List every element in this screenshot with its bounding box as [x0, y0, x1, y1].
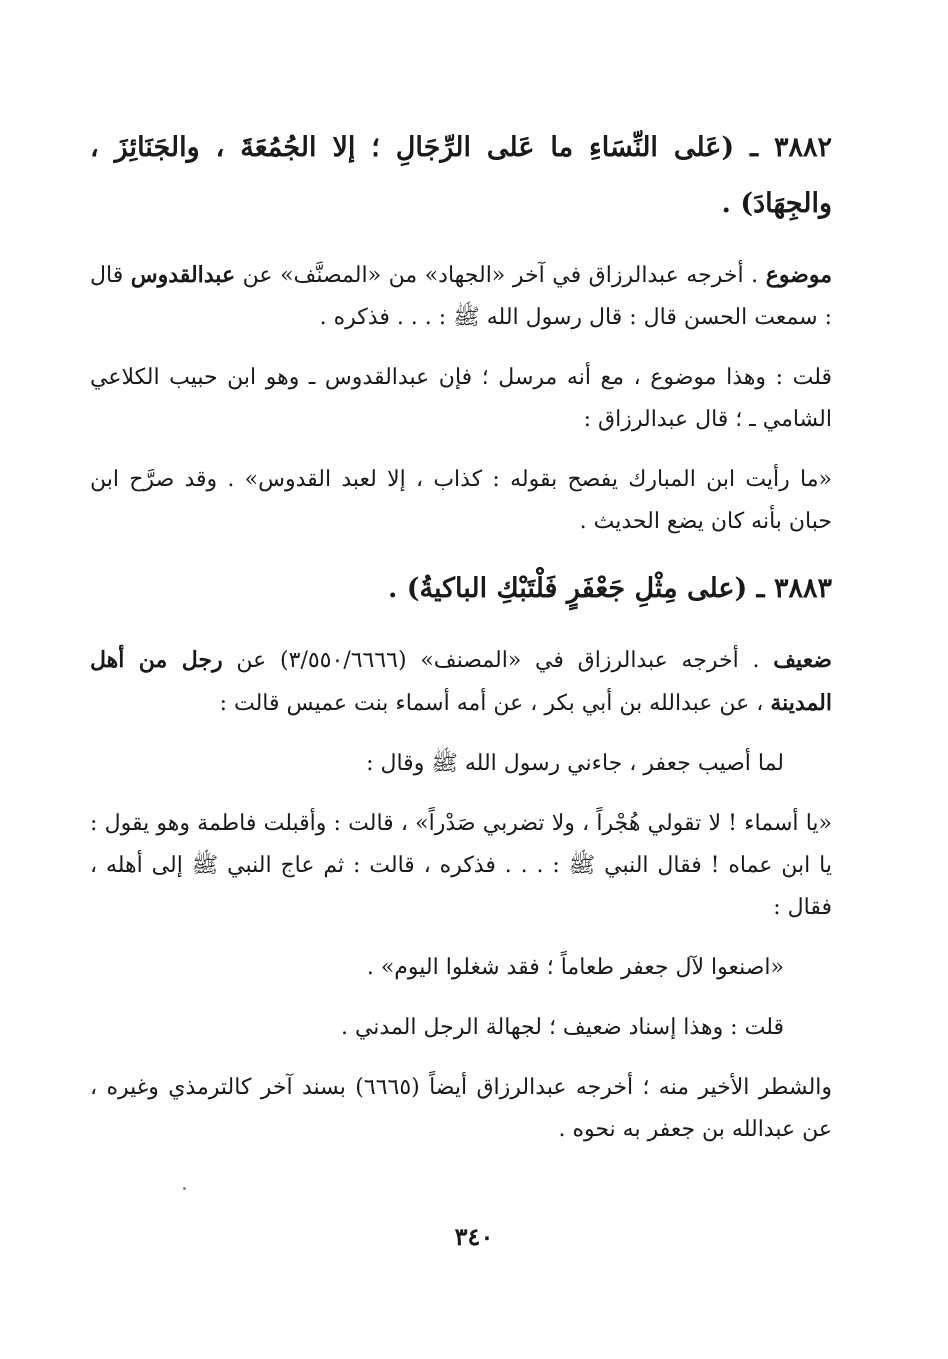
- hadith-3882-title: ٣٨٨٢ ـ (عَلى النِّسَاءِ ما عَلى الرِّجَالِ ؛ إلا الجُمُعَةَ ، والجَنَائِزَ ، والجِهَادَ) .: [90, 132, 832, 219]
- grade-label: ضعيف: [773, 647, 832, 673]
- narrator-name: رجل من أهل المدينة: [90, 647, 832, 716]
- paragraph-text: . أخرجه عبدالرزاق في «المصنف» (٣/٥٥٠/٦٦٦٦) عن: [222, 648, 774, 673]
- page-content: [90, 120, 832, 1169]
- paragraph-takhrij-3882: [90, 254, 832, 339]
- narrator-name: عبدالقدوس: [130, 262, 236, 288]
- paragraph-text: ، عن عبدالله بن أبي بكر ، عن أمه أسماء بنت عميس قالت :: [219, 691, 771, 716]
- paragraph-narration: لما أصيب جعفر ، جاءني رسول الله ﷺ وقال :: [366, 751, 784, 776]
- paragraph-saying: «اصنعوا لآل جعفر طعاماً ؛ فقد شغلوا اليوم» .: [366, 955, 784, 980]
- print-speck: [183, 1187, 186, 1190]
- paragraph-verdict: قلت : وهذا إسناد ضعيف ؛ لجهالة الرجل المدني .: [340, 1015, 784, 1040]
- paragraph-takhrij-3883: [90, 639, 832, 725]
- hadith-3883-title: ٣٨٨٣ ـ (على مِثْلِ جَعْفَرٍ فَلْتَبْكِ الباكيةُ) .: [387, 573, 832, 604]
- paragraph-final: والشطر الأخير منه ؛ أخرجه عبدالرزاق أيضاً (٦٦٦٥) بسند آخر كالترمذي وغيره ، عن عبدالله بن جعفر به نحوه .: [90, 1075, 833, 1142]
- paragraph-text: قال : سمعت الحسن قال : قال رسول الله ﷺ : . . . فذكره .: [90, 263, 832, 330]
- page-number: ٣٤٠: [454, 1222, 494, 1251]
- paragraph-quote: «ما رأيت ابن المبارك يفصح بقوله : كذاب ، إلا لعبد القدوس» . وقد صرَّح ابن حبان بأنه كان يضع الحديث .: [90, 467, 832, 534]
- paragraph-text: . أخرجه عبدالرزاق في آخر «الجهاد» من «المصنَّف» عن: [235, 263, 766, 288]
- paragraph-comment: قلت : وهذا موضوع ، مع أنه مرسل ؛ فإن عبدالقدوس ـ وهو ابن حبيب الكلاعي الشامي ـ ؛ قال عبدالرزاق :: [90, 365, 832, 432]
- paragraph-narration-body: «يا أسماء ! لا تقولي هُجْراً ، ولا تضربي صَدْراً» ، قالت : وأقبلت فاطمة وهو يقول : يا ابن عماه ! فقال النبي ﷺ : . . . فذكره ، قالت : ثم عاج النبي ﷺ إلى أهله ، فقال :: [90, 811, 832, 920]
- grade-label: موضوع: [765, 262, 833, 288]
